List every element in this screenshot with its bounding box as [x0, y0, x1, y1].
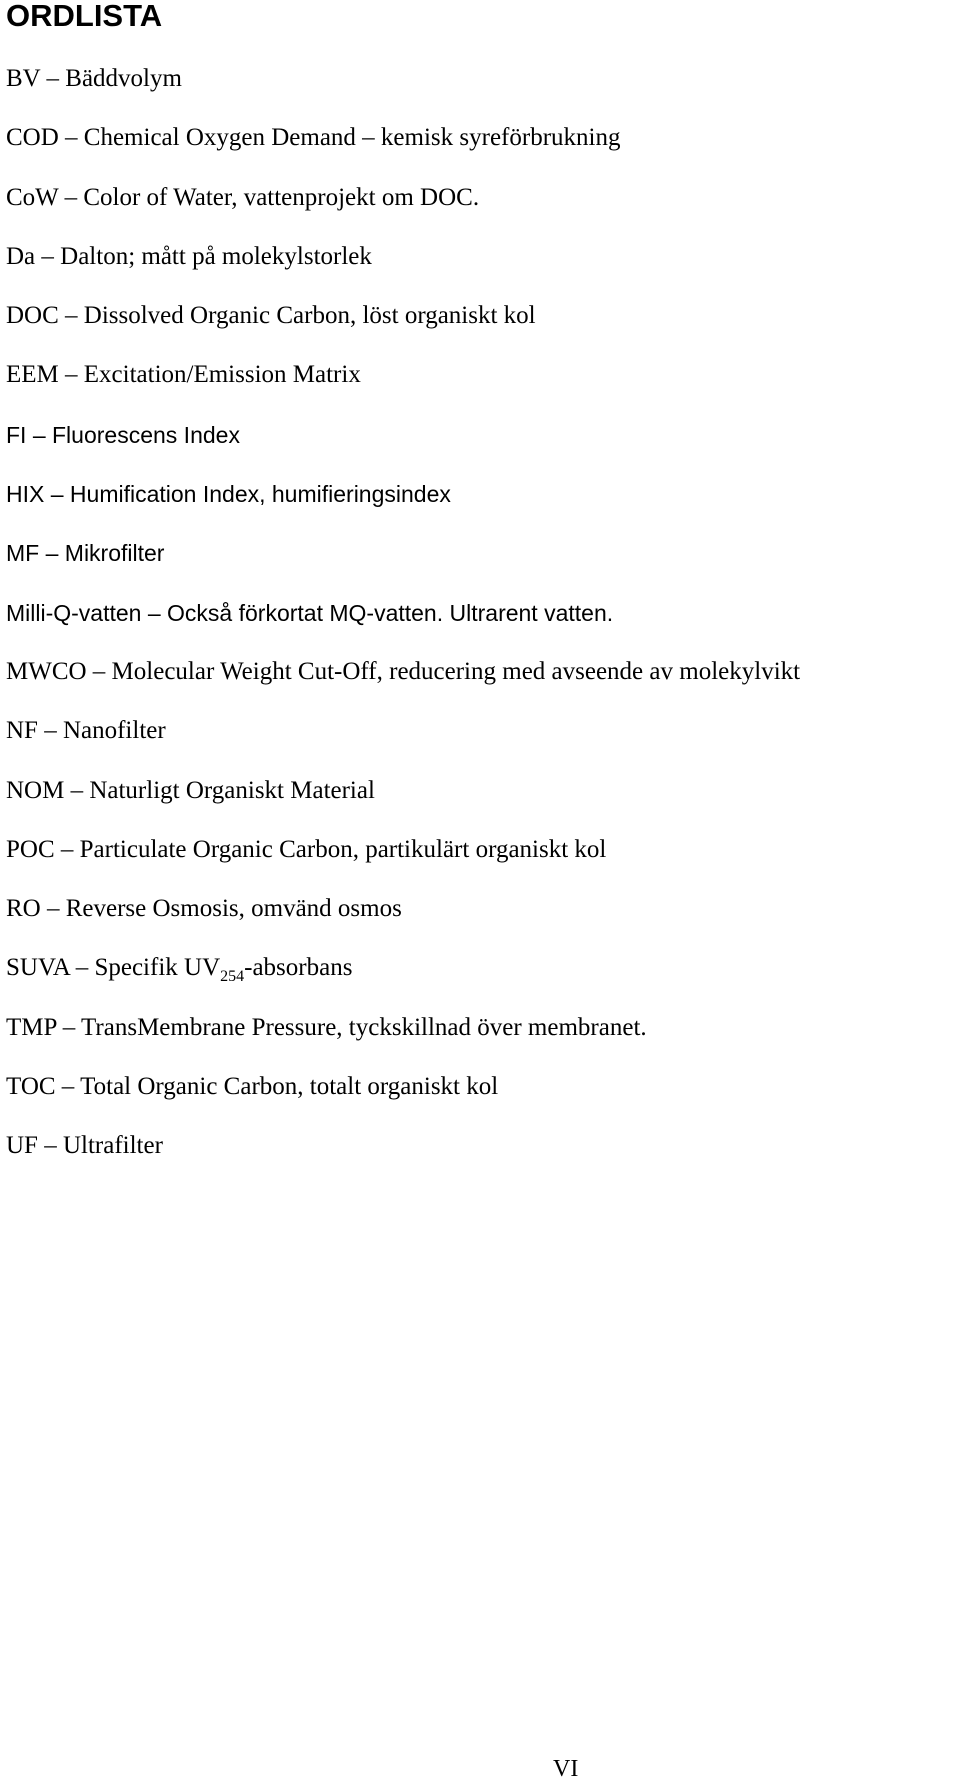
glossary-entry-bv: BV – Bäddvolym: [6, 65, 182, 92]
glossary-entry-milli-q: Milli-Q-vatten – Också förkortat MQ-vatten. Ultrarent vatten.: [6, 599, 614, 626]
suva-suffix: -absorbans: [244, 954, 353, 982]
glossary-entry-da: Da – Dalton; mått på molekylstorlek: [6, 242, 372, 270]
suva-subscript: 254: [220, 968, 245, 986]
glossary-entry-cod: COD – Chemical Oxygen Demand – kemisk syreförbrukning: [6, 124, 621, 152]
glossary-entry-eem: EEM – Excitation/Emission Matrix: [6, 361, 361, 389]
glossary-entry-tmp: TMP – TransMembrane Pressure, tyckskillnad över membranet.: [6, 1013, 647, 1041]
glossary-entry-mf: MF – Mikrofilter: [6, 540, 165, 567]
glossary-entry-hix: HIX – Humification Index, humifieringsindex: [6, 481, 451, 508]
glossary-entry-mwco: MWCO – Molecular Weight Cut-Off, reducering med avseende av molekylvikt: [6, 657, 801, 685]
glossary-entry-poc: POC – Particulate Organic Carbon, partikulärt organiskt kol: [6, 835, 607, 863]
glossary-entry-nf: NF – Nanofilter: [6, 717, 166, 745]
glossary-entry-doc: DOC – Dissolved Organic Carbon, löst organiskt kol: [6, 302, 536, 330]
glossary-entry-toc: TOC – Total Organic Carbon, totalt organiskt kol: [6, 1073, 499, 1101]
glossary-entry-suva: [6, 947, 800, 1006]
glossary-entry-fi: FI – Fluorescens Index: [6, 421, 240, 448]
glossary-entry-nom: NOM – Naturligt Organiskt Material: [6, 776, 375, 804]
page-number: VI: [553, 1756, 579, 1782]
page-title: ORDLISTA: [6, 0, 163, 33]
glossary-entry-uf: UF – Ultrafilter: [6, 1132, 163, 1160]
glossary-entry-cow: CoW – Color of Water, vattenprojekt om DOC.: [6, 183, 480, 211]
suva-prefix: SUVA – Specifik UV: [6, 954, 221, 982]
glossary-list: [6, 58, 800, 1185]
glossary-entry-ro: RO – Reverse Osmosis, omvänd osmos: [6, 895, 402, 923]
